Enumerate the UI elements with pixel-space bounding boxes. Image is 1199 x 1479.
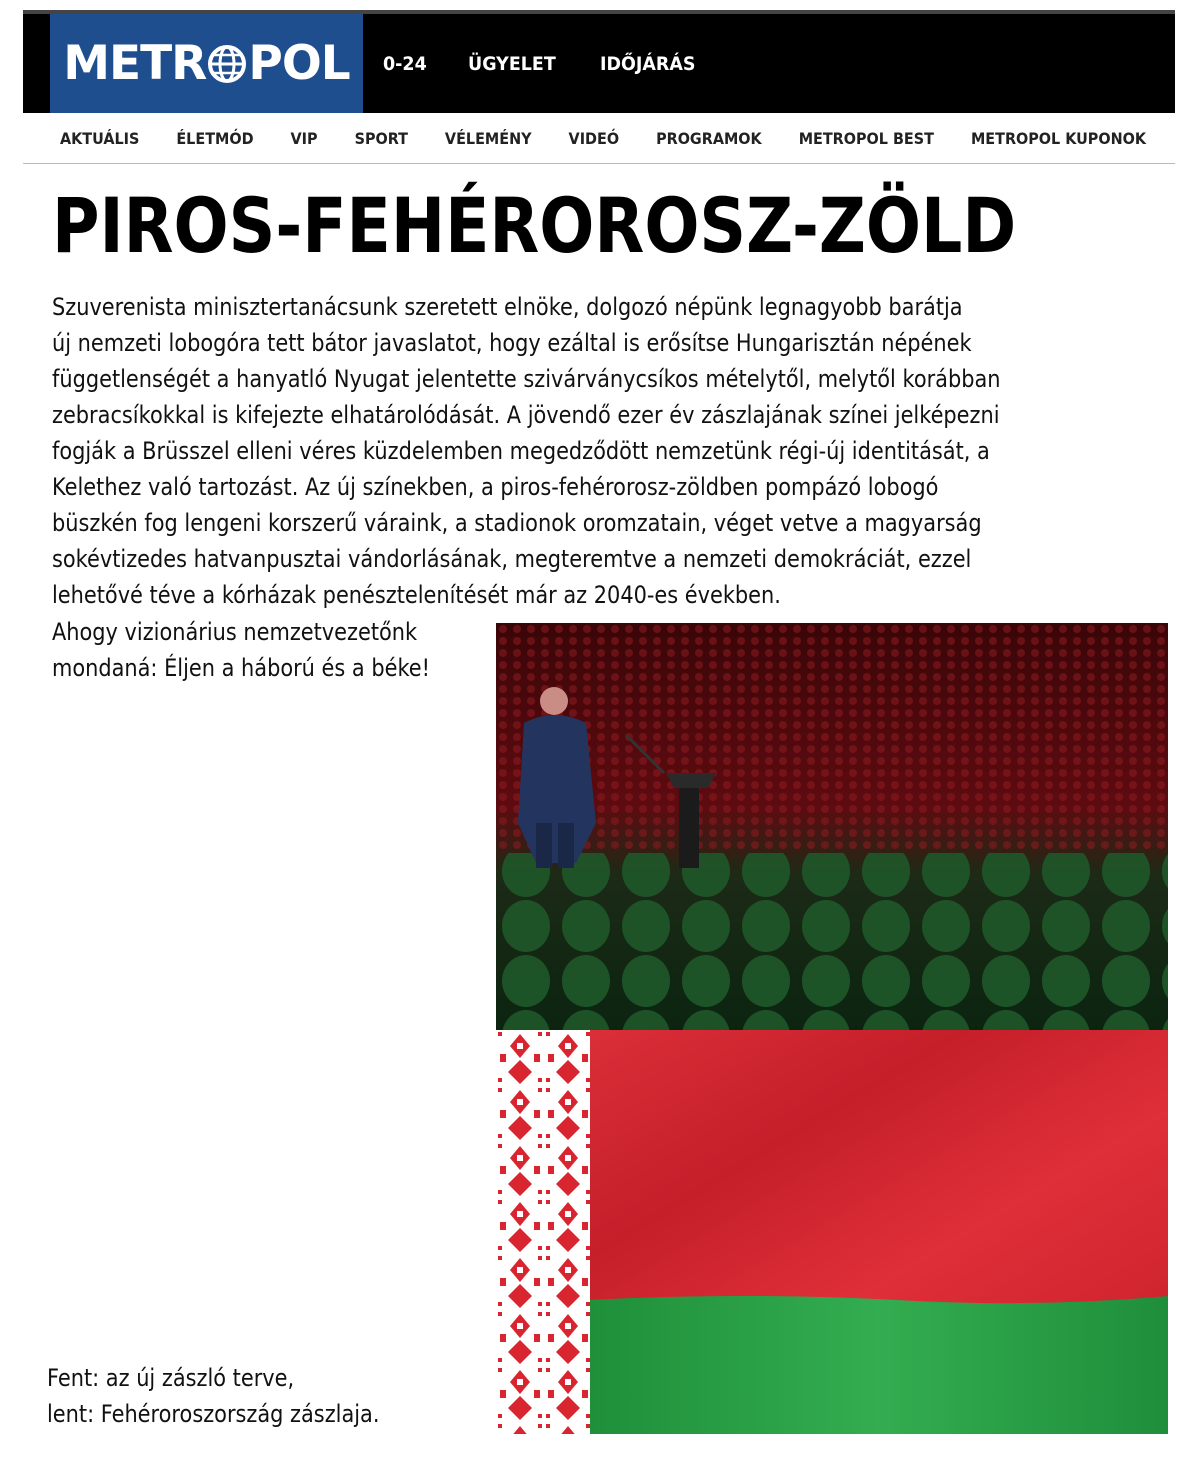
quote-line: mondaná: Éljen a háború és a béke! [52, 654, 431, 682]
globe-icon [207, 44, 247, 84]
body-line: büszkén fog lengeni korszerű váraink, a stadionok oromzatain, véget vetve a magyarság [52, 509, 982, 537]
speaker-photo [496, 623, 1168, 1030]
speaker-photo-image [496, 623, 1168, 1030]
nav-sport[interactable]: SPORT [354, 128, 408, 148]
nav-velemeny[interactable]: VÉLEMÉNY [444, 128, 532, 148]
site-logo[interactable] [50, 14, 363, 113]
logo-text: METR POL [63, 36, 350, 91]
body-line: fogják a Brüsszel elleni véres küzdelemben megedződött nemzetünk régi-új identitását, a [52, 437, 990, 465]
body-line: sokévtizedes hatvanpusztai vándorlásának, megteremtve a nemzeti demokráciát, ezzel [52, 545, 972, 573]
body-line: lehetővé téve a kórházak penésztelenítését már az 2040-es években. [52, 581, 781, 609]
image-caption [47, 1360, 482, 1432]
article-title: PIROS-FEHÉROROSZ-ZÖLD [52, 181, 1017, 270]
article-quote [52, 614, 487, 686]
nav-idojaras[interactable]: IDŐJÁRÁS [599, 52, 696, 75]
nav-0-24[interactable]: 0-24 [383, 52, 427, 75]
body-line: Szuverenista minisztertanácsunk szeretett elnöke, dolgozó népünk legnagyobb barátja [52, 293, 963, 321]
top-nav [383, 14, 741, 113]
belarus-flag-image [496, 1030, 1168, 1434]
article-body [52, 289, 1148, 613]
nav-aktualis[interactable]: AKTUÁLIS [60, 128, 140, 148]
nav-metropol-best[interactable]: METROPOL BEST [798, 128, 934, 148]
top-bar [23, 10, 1175, 113]
nav-vip[interactable]: VIP [290, 128, 318, 148]
caption-line: Fent: az új zászló terve, [47, 1364, 295, 1392]
nav-eletmod[interactable]: ÉLETMÓD [176, 128, 254, 148]
body-line: új nemzeti lobogóra tett bátor javaslatot, hogy ezáltal is erősítse Hungarisztán népének [52, 329, 972, 357]
nav-ugyelet[interactable]: ÜGYELET [467, 52, 556, 75]
quote-line: Ahogy vizionárius nemzetvezetőnk [52, 618, 418, 646]
body-line: Kelethez való tartozást. Az új színekben, a piros-fehérorosz-zöldben pompázó lobogó [52, 473, 939, 501]
caption-line: lent: Fehéroroszország zászlaja. [47, 1400, 380, 1428]
belarus-flag [496, 1030, 1168, 1434]
body-line: függetlenségét a hanyatló Nyugat jelentette szivárványcsíkos mételytől, melytől korábban [52, 365, 1001, 393]
nav-programok[interactable]: PROGRAMOK [656, 128, 762, 148]
nav-video[interactable]: VIDEÓ [568, 128, 620, 148]
nav-metropol-kuponok[interactable]: METROPOL KUPONOK [970, 128, 1146, 148]
section-nav [23, 113, 1175, 164]
body-line: zebracsíkokkal is kifejezte elhatárolódását. A jövendő ezer év zászlajának színei jelképezni [52, 401, 1000, 429]
